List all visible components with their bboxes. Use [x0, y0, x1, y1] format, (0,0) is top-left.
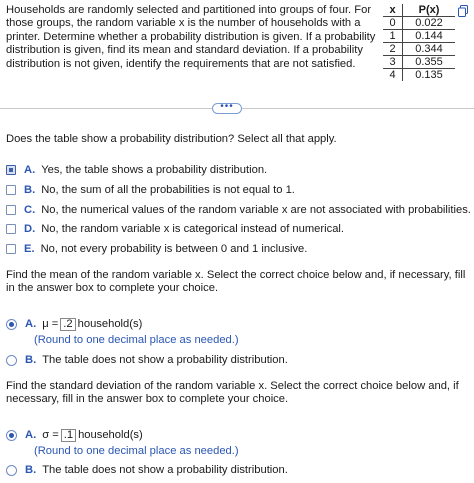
checkbox[interactable]: [6, 224, 16, 234]
more-button[interactable]: •••: [212, 103, 242, 114]
radio[interactable]: [6, 355, 17, 366]
option-text: No, the numerical values of the random variable x are not associated with probabilities.: [41, 204, 471, 216]
table-cell-x: 2: [383, 43, 403, 56]
table-cell-x: 1: [383, 30, 403, 43]
mean-symbol: μ =: [42, 318, 59, 330]
option-1a[interactable]: [6, 163, 267, 177]
option-letter: D.: [24, 223, 36, 235]
table-cell-x: 3: [383, 56, 403, 69]
option-letter: A.: [25, 318, 37, 330]
checkbox[interactable]: [6, 244, 16, 254]
sd-symbol: σ =: [42, 429, 59, 441]
problem-statement: Households are randomly selected and partitioned into groups of four. For those groups, the random variable x is the number of households with a printer. Determine whether a probability distribution is given. If a probability distribution is given, find its mean and standard deviation. If a probability distribution is not given, identify the requirements that are not satisfied.: [6, 4, 376, 70]
radio-selected[interactable]: [6, 430, 17, 441]
option-letter: C.: [24, 204, 36, 216]
table-cell-px: 0.135: [403, 69, 456, 82]
sd-answer-box[interactable]: .1: [61, 429, 76, 442]
checkbox-checked[interactable]: [6, 165, 16, 175]
option-1d[interactable]: [6, 222, 344, 236]
option-1e[interactable]: [6, 242, 307, 256]
option-3b[interactable]: [6, 463, 288, 477]
option-letter: B.: [25, 354, 37, 366]
table-row: [383, 30, 455, 43]
option-1b[interactable]: [6, 183, 295, 197]
table-cell-px: 0.344: [403, 43, 456, 56]
option-2a[interactable]: [6, 317, 142, 331]
table-header-px: P(x): [403, 4, 456, 17]
option-text: Yes, the table shows a probability distribution.: [41, 164, 268, 176]
option-letter: A.: [24, 164, 36, 176]
table-row: [383, 69, 455, 82]
table-row: [383, 43, 455, 56]
rounding-hint: (Round to one decimal place as needed.): [34, 334, 239, 346]
option-text: No, not every probability is between 0 and 1 inclusive.: [40, 243, 308, 255]
table-header-x: x: [383, 4, 403, 17]
table-row: [383, 17, 455, 30]
option-2b[interactable]: [6, 353, 288, 367]
option-1c[interactable]: [6, 203, 471, 217]
table-row: [383, 56, 455, 69]
option-text: The table does not show a probability distribution.: [42, 464, 288, 476]
question-3-prompt: Find the standard deviation of the random variable x. Select the correct choice below and, if necessary, fill in the answer box to complete your choice.: [6, 380, 459, 406]
checkbox[interactable]: [6, 205, 16, 215]
mean-unit: household(s): [77, 318, 143, 330]
option-text: The table does not show a probability distribution.: [42, 354, 288, 366]
question-1-prompt: Does the table show a probability distribution? Select all that apply.: [6, 133, 337, 145]
table-cell-x: 4: [383, 69, 403, 82]
radio-selected[interactable]: [6, 319, 17, 330]
option-letter: E.: [24, 243, 35, 255]
rounding-hint: (Round to one decimal place as needed.): [34, 445, 239, 457]
radio[interactable]: [6, 465, 17, 476]
option-3a[interactable]: [6, 428, 143, 442]
question-2-prompt: Find the mean of the random variable x. Select the correct choice below and, if necessary, fill in the answer box to complete your choice.: [6, 269, 466, 295]
table-cell-px: 0.022: [403, 17, 456, 30]
option-letter: A.: [25, 429, 37, 441]
option-text: No, the sum of all the probabilities is not equal to 1.: [41, 184, 295, 196]
option-text: No, the random variable x is categorical instead of numerical.: [41, 223, 345, 235]
mean-answer-box[interactable]: .2: [60, 318, 75, 331]
option-letter: B.: [24, 184, 36, 196]
checkbox[interactable]: [6, 185, 16, 195]
table-cell-px: 0.144: [403, 30, 456, 43]
probability-table: [383, 4, 455, 81]
table-cell-x: 0: [383, 17, 403, 30]
sd-unit: household(s): [78, 429, 143, 441]
table-cell-px: 0.355: [403, 56, 456, 69]
copy-icon[interactable]: [458, 5, 468, 17]
option-letter: B.: [25, 464, 37, 476]
